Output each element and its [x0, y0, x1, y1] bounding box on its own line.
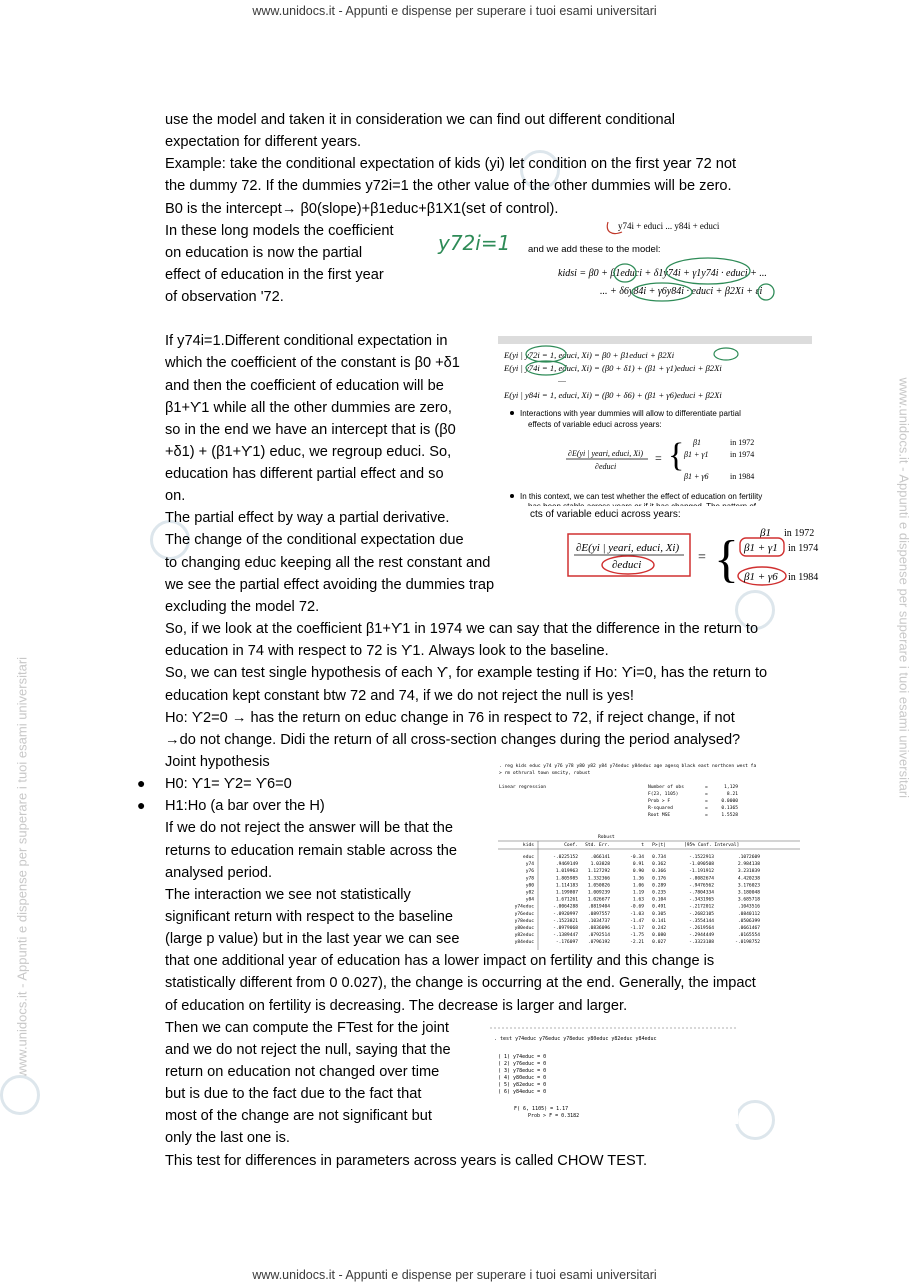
body-line: The partial effect by way a partial derivative. — [165, 510, 450, 526]
table-cell: 3.685718 — [737, 897, 760, 903]
table-row-label: y76 — [525, 869, 534, 875]
fig1-add-text: and we add these to the model: — [528, 244, 661, 255]
fig1-top-text: y74i + educi ... y84i + educi — [618, 221, 720, 231]
bullet-h0: H0: ϒ1= ϒ2= ϒ6=0 — [165, 776, 292, 792]
table-cell: .9469149 — [555, 862, 578, 868]
slide-equals: = — [655, 451, 662, 465]
table-cell: 0.141 — [652, 918, 666, 924]
stat-equals: = — [705, 792, 708, 797]
table-cell: 0.080 — [652, 933, 666, 939]
table-cell: 3.180048 — [737, 890, 760, 896]
ftest-constraint: ( 1) y74educ = 0 — [498, 1054, 547, 1060]
table-cell: -1.191912 — [689, 869, 714, 875]
table-cell: -2.21 — [630, 940, 644, 946]
table-header: P>|t| — [652, 843, 666, 848]
fig3-c3y: in 1984 — [788, 572, 819, 583]
body-line: β1+ϒ1 while all the other dummies are zero, — [165, 400, 452, 416]
table-row-label: y78educ — [514, 918, 534, 924]
body-line: Ho: ϒ2=0 → has the return on educ change in 76 in respect to 72, if reject change, if not — [165, 710, 735, 726]
table-cell: 0.235 — [652, 890, 666, 896]
slide-svg — [498, 336, 812, 510]
table-cell: -.1523821 — [553, 918, 578, 924]
body-line: So, if we look at the coefficient β1+ϒ1 in 1974 we can say that the difference in the return to — [165, 621, 759, 637]
table-cell: -.3431965 — [689, 897, 714, 903]
table-cell: 1.36 — [632, 876, 644, 882]
stat-equals: = — [705, 813, 708, 818]
table-cell: 1.03828 — [590, 862, 610, 868]
table-cell: -.2619564 — [689, 926, 714, 931]
table-cell: .0165554 — [737, 933, 760, 939]
table-cell: -1.03 — [630, 911, 644, 917]
body-line: Then we can compute the FTest for the joint — [165, 1020, 449, 1036]
table-cell: 0.027 — [652, 940, 666, 946]
table-cell: -.0979068 — [553, 926, 578, 931]
body-line: on education is now the partial — [165, 245, 363, 261]
table-cell: -.0064288 — [553, 904, 578, 910]
body-line: So, we can test single hypothesis of each ϒ, for example testing if Ho: ϒi=0, has the return to — [165, 665, 768, 681]
regression-output-figure — [498, 758, 800, 950]
table-row-label: y82 — [525, 890, 534, 896]
fig3-caption: cts of variable educi across years: — [530, 509, 681, 520]
body-line: effect of education in the first year — [165, 267, 384, 283]
table-cell: -.9476562 — [689, 883, 714, 889]
stat-value: 0.0000 — [721, 799, 738, 804]
body-line: excluding the model 72. — [165, 599, 320, 615]
table-cell: .1072609 — [737, 855, 760, 860]
stat-label: R-squared — [648, 806, 673, 811]
table-cell: 0.91 — [632, 862, 644, 868]
derivative-svg — [528, 506, 819, 588]
table-cell: 0.90 — [632, 869, 644, 875]
table-cell: 0.366 — [652, 869, 666, 875]
bullet-dot: ● — [137, 797, 146, 813]
table-cell: -.0920997 — [553, 911, 578, 917]
slide-deriv-num: ∂E(yi | yeari, educi, Xi) — [568, 449, 644, 458]
slide-deriv-den: ∂educi — [595, 462, 617, 471]
body-line: of observation '72. — [165, 289, 284, 305]
slide-case3: β1 + γ6 — [684, 472, 709, 481]
table-cell: .0897557 — [587, 911, 610, 917]
fig3-brace: { — [714, 531, 739, 588]
stat-equals: = — [705, 799, 708, 804]
slide-case2y: in 1974 — [730, 450, 755, 459]
slide-eq2: E(yi | y74i = 1, educi, Xi) = (β0 + δ1) + (β1 + γ1)educi + β2Xi — [504, 363, 722, 373]
stat-value: 0.1365 — [721, 806, 738, 811]
body-line: which the coefficient of the constant is β0 +δ1 — [165, 355, 460, 371]
body-line: Example: take the conditional expectation of kids (yi) let condition on the first year 72 not — [165, 156, 737, 172]
slide-case1y: in 1972 — [730, 438, 755, 447]
table-row-label: y84 — [525, 897, 534, 903]
table-cell: 3.176023 — [737, 883, 760, 889]
body-line: (large p value) but in the last year we can see — [165, 931, 460, 947]
table-cell: 1.671261 — [555, 897, 578, 903]
body-line: that one additional year of education has a lower impact on fertility and this change is — [165, 953, 715, 969]
stat-label: Root MSE — [648, 813, 671, 818]
body-line: use the model and taken it in consideration we can find out different conditional — [165, 112, 676, 128]
table-cell: 1.050826 — [587, 883, 610, 889]
bullet-h1: H1:Ho (a bar over the H) — [165, 798, 325, 814]
body-line: statistically different from 0 0.027), the change is occurring at the end. Generally, the impact — [165, 975, 756, 991]
left-watermark-text: www.unidocs.it - Appunti e dispense per superare i tuoi esami universitari — [14, 656, 30, 1078]
table-cell: .0819404 — [587, 904, 610, 910]
ftest-p-value: Prob > F = 0.3182 — [528, 1113, 580, 1119]
table-header: kids — [522, 843, 534, 848]
body-line: the dummy 72. If the dummies y72i=1 the other value of the other dummies will be zero. — [165, 178, 732, 194]
table-row-label: y84educ — [514, 940, 534, 946]
stat-label: Prob > F — [648, 799, 671, 804]
ftest-constraint: ( 6) y84educ = 0 — [498, 1089, 547, 1095]
table-row-label: y80educ — [514, 926, 534, 931]
fig3-deriv-den: ∂educi — [612, 559, 642, 571]
body-line: education has different partial effect and so — [165, 466, 444, 482]
fig3-c3: β1 + γ6 — [744, 571, 778, 583]
fig1-eq1: kidsi = β0 + β1educi + δ1y74i + γ1y74i · educi + ... — [558, 268, 767, 279]
table-cell: 4.420238 — [737, 876, 760, 882]
table-cell: -1.090508 — [689, 862, 714, 868]
ftest-constraint: ( 4) y80educ = 0 — [498, 1075, 547, 1081]
body-line: significant return with respect to the baseline — [165, 909, 453, 925]
table-cell: .066141 — [590, 855, 610, 860]
body-line: Joint hypothesis — [165, 754, 270, 770]
slide-case2: β1 + γ1 — [684, 450, 709, 459]
body-line: education kept constant btw 72 and 74, if we do not reject the null is yes! — [165, 688, 634, 704]
stat-value: 8.21 — [726, 792, 738, 797]
body-line: but is due to the fact due to the fact that — [165, 1086, 422, 1102]
table-cell: 1.19 — [632, 890, 644, 896]
body-line: we see the partial effect avoiding the dummies trap — [165, 577, 495, 593]
table-cell: .0840112 — [737, 911, 760, 917]
table-cell: 0.305 — [652, 911, 666, 917]
slide-case3y: in 1984 — [730, 472, 755, 481]
body-line: return on education not changed over time — [165, 1064, 440, 1080]
body-line: on. — [165, 488, 186, 504]
table-cell: 1.026677 — [587, 897, 610, 903]
stat-value: 1,129 — [724, 785, 738, 790]
fig3-c2: β1 + γ1 — [744, 542, 778, 554]
table-cell: -.176097 — [555, 940, 578, 946]
stat-value: 1.5528 — [721, 813, 738, 818]
slide-case1: β1 — [693, 438, 701, 447]
body-line: and we do not reject the null, saying that the — [165, 1042, 451, 1058]
fig3-c1: β1 — [760, 527, 771, 539]
partial-derivative-figure — [528, 506, 819, 588]
table-cell: .1034737 — [587, 918, 610, 924]
fig1-eq2: ... + δ6y84i + γ6y84i · educi + β2Xi + εi — [600, 286, 763, 297]
table-cell: 0.289 — [652, 883, 666, 889]
fig3-c2y: in 1974 — [788, 543, 819, 554]
table-header: [95% Conf. Interval] — [684, 843, 740, 848]
table-cell: -0.69 — [630, 904, 644, 910]
table-cell: -1.47 — [630, 918, 644, 924]
fig3-deriv-num: ∂E(yi | yeari, educi, Xi) — [576, 542, 680, 554]
table-cell: 0.362 — [652, 862, 666, 868]
ftest-f-stat: F( 6, 1105) = 1.17 — [514, 1106, 569, 1112]
regression-title: Linear regression — [499, 785, 547, 790]
table-cell: .0506399 — [737, 918, 760, 924]
ftest-command: . test y74educ y76educ y78educ y80educ y82educ y84educ — [494, 1036, 657, 1042]
table-cell: 1.009239 — [587, 890, 610, 896]
slide-eq1: E(yi | y72i = 1, educi, Xi) = β0 + β1educi + β2Xi — [504, 350, 675, 360]
table-cell: -.0225152 — [553, 855, 578, 860]
body-line: If we do not reject the answer will be that the — [165, 820, 453, 836]
stat-label: F(23, 1105) — [648, 792, 679, 797]
table-cell: -1.17 — [630, 926, 644, 931]
watermark-logo-icon — [0, 1075, 40, 1115]
stata-command-line: > rm othrural town smcity, robust — [499, 771, 591, 776]
ftest-constraint: ( 2) y76educ = 0 — [498, 1061, 547, 1067]
table-cell: 1.199807 — [555, 890, 578, 896]
body-line: and then the coefficient of education will be — [165, 378, 444, 394]
body-line: returns to education remain stable across the — [165, 843, 458, 859]
stat-equals: = — [705, 785, 708, 790]
table-row-label: y74 — [525, 862, 534, 868]
ftest-constraint: ( 3) y78educ = 0 — [498, 1068, 547, 1074]
table-cell: 0.242 — [652, 926, 666, 931]
table-cell: -.3323188 — [689, 940, 714, 946]
right-watermark-text: www.unidocs.it - Appunti e dispense per superare i tuoi esami universitari — [896, 377, 912, 799]
table-cell: -.2682105 — [689, 911, 714, 917]
left-side-watermark — [2, 560, 30, 1260]
table-cell: .0661467 — [737, 926, 760, 931]
watermark-logo-icon — [735, 1100, 775, 1140]
table-cell: 0.176 — [652, 876, 666, 882]
conditional-expectation-slide — [498, 336, 812, 510]
regression-svg — [498, 758, 800, 950]
table-cell: 1.805985 — [555, 876, 578, 882]
body-line: +δ1) + (β1+ϒ1) educ, we regroup educi. So, — [165, 444, 452, 460]
body-line: education in 74 with respect to 72 is ϒ1. Always look to the baseline. — [165, 643, 609, 659]
table-cell: -0.34 — [630, 855, 644, 860]
table-row-label: y74educ — [514, 904, 534, 910]
table-cell: 2.984138 — [737, 862, 760, 868]
table-cell: -.2172012 — [689, 904, 714, 910]
table-cell: -.0198752 — [735, 940, 760, 946]
table-row-label: y76educ — [514, 911, 534, 917]
slide-bullet2: In this context, we can test whether the effect of education on fertility — [520, 492, 763, 501]
ftest-constraint: ( 5) y82educ = 0 — [498, 1082, 547, 1088]
slide-bullet1: Interactions with year dummies will allow to differentiate partial — [520, 409, 741, 418]
body-line: of education on fertility is decreasing. The decrease is larger and larger. — [165, 998, 628, 1014]
table-cell: 1.019963 — [555, 869, 578, 875]
table-cell: .1043516 — [737, 904, 760, 910]
ftest-output-figure — [490, 1024, 738, 1124]
robust-label: Robust — [598, 835, 615, 840]
body-line: only the last one is. — [165, 1130, 290, 1146]
table-cell: -.7804334 — [689, 890, 714, 896]
fig3-c1y: in 1972 — [784, 528, 815, 539]
table-cell: -.8082674 — [689, 876, 714, 882]
table-row-label: y80 — [525, 883, 534, 889]
stat-label: Number of obs — [648, 785, 684, 790]
table-row-label: y82educ — [514, 933, 534, 939]
body-line: If y74i=1.Different conditional expectation in — [165, 333, 448, 349]
table-cell: 1.114183 — [555, 883, 578, 889]
table-cell: -.3554144 — [689, 918, 714, 924]
body-line: The interaction we see not statistically — [165, 887, 411, 903]
table-cell: 0.104 — [652, 897, 666, 903]
table-cell: 1.127292 — [587, 869, 610, 875]
body-line: B0 is the intercept→ β0(slope)+β1educ+β1X1(set of control). — [165, 201, 559, 217]
table-cell: .0792514 — [587, 933, 610, 939]
table-header: Std. Err. — [585, 843, 610, 848]
fig3-equals: = — [698, 550, 706, 565]
table-cell: 1.63 — [632, 897, 644, 903]
body-line: The change of the conditional expectation due — [165, 532, 464, 548]
table-cell: 1.332366 — [587, 876, 610, 882]
stata-command-line: . reg kids educ y74 y76 y78 y80 y82 y84 y74educ y84educ age agesq black east northcen west fa — [499, 764, 757, 769]
body-line: This test for differences in parameters across years is called CHOW TEST. — [165, 1153, 648, 1169]
body-line: In these long models the coefficient — [165, 223, 394, 239]
table-row-label: y78 — [525, 876, 534, 882]
table-cell: 3.231839 — [737, 869, 760, 875]
table-cell: .0836096 — [587, 926, 610, 931]
body-line: →do not change. Didi the return of all cross-section changes during the period analysed? — [165, 732, 741, 748]
table-header: t — [641, 843, 644, 848]
table-cell: 0.491 — [652, 904, 666, 910]
fig1-handwritten-note: y72i=1 — [438, 231, 511, 255]
bullet-dot: ● — [137, 775, 146, 791]
stat-equals: = — [705, 806, 708, 811]
body-line: to changing educ keeping all the rest constant and — [165, 555, 491, 571]
table-cell: -.2944449 — [689, 933, 714, 939]
table-header: Coef. — [564, 843, 578, 848]
table-cell: 1.06 — [632, 883, 644, 889]
slide-eq3: E(yi | y84i = 1, educi, Xi) = (β0 + δ6) + (β1 + γ6)educi + β2Xi — [504, 390, 722, 400]
slide-bullet1b: effects of variable educi across years: — [528, 420, 662, 429]
table-cell: -1.75 — [630, 933, 644, 939]
footer-watermark: www.unidocs.it - Appunti e dispense per superare i tuoi esami universitari — [252, 1268, 657, 1282]
body-line: analysed period. — [165, 865, 273, 881]
table-cell: .0796192 — [587, 940, 610, 946]
table-row-label: educ — [522, 855, 534, 860]
header-watermark: www.unidocs.it - Appunti e dispense per superare i tuoi esami universitari — [252, 4, 657, 18]
body-line: most of the change are not significant but — [165, 1108, 432, 1124]
body-line: expectation for different years. — [165, 134, 362, 150]
slide-dots: .... — [558, 375, 566, 384]
body-line: so in the end we have an intercept that is (β0 — [165, 422, 456, 438]
slide-brace: { — [668, 437, 685, 474]
model-equation-figure — [430, 222, 820, 304]
ftest-svg — [490, 1024, 738, 1124]
model-equation-svg — [430, 222, 820, 304]
table-cell: -.1389447 — [553, 933, 578, 939]
table-cell: -.1522913 — [689, 855, 714, 860]
table-cell: 0.734 — [652, 855, 666, 860]
